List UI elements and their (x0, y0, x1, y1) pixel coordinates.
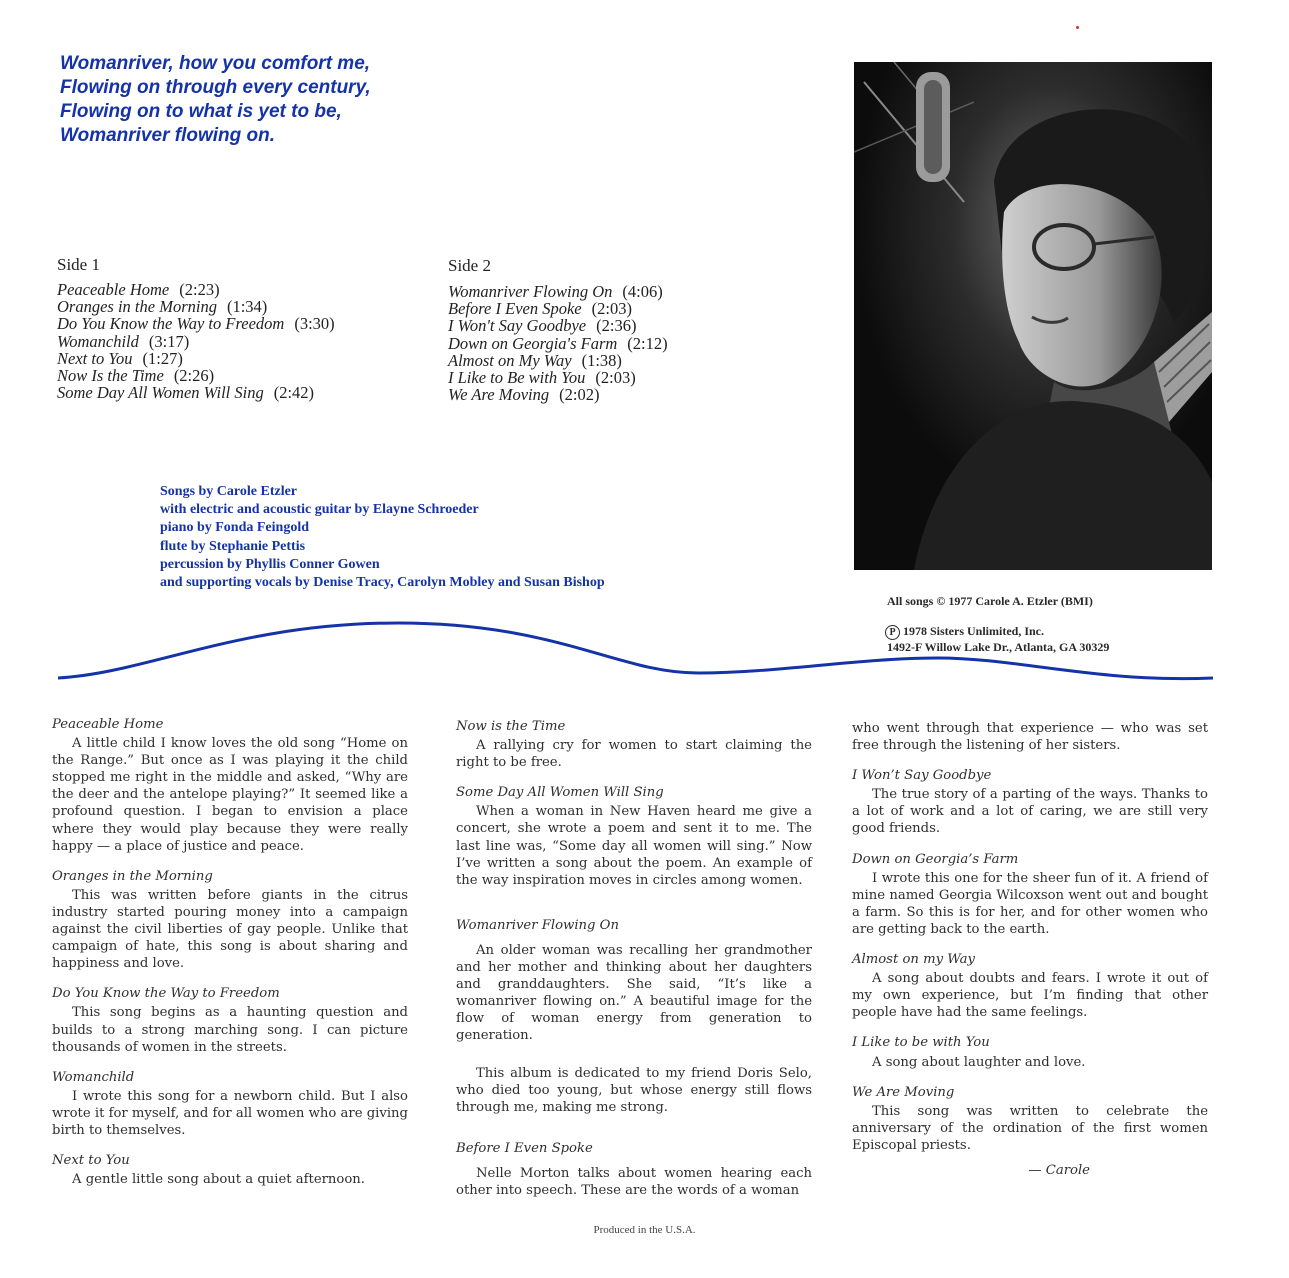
track-duration: (1:34) (226, 297, 268, 317)
note-text: A little child I know loves the old song “Home on the Range.” But once as I was playing it the child stopped me right in the middle and asked, “Why are the deer and the antelope playing?” It seemed like a profound question. I began to envision a place where they would play because they were really happy — a place of justice and peace. (52, 736, 408, 854)
track-title: Next to You (57, 348, 133, 368)
note-heading: Do You Know the Way to Freedom (52, 986, 280, 1002)
track-duration: (2:03) (595, 368, 636, 388)
side-2-tracklist (448, 283, 668, 403)
credit-line: piano by Fonda Feingold (160, 520, 309, 536)
note-text: A gentle little song about a quiet afternoon. (72, 1172, 365, 1188)
track-duration: (2:23) (179, 280, 220, 299)
label-name: 1978 Sisters Unlimited, Inc. (903, 624, 1044, 638)
note-section (852, 1034, 1208, 1070)
note-section (456, 917, 812, 1045)
artist-photo (854, 62, 1212, 570)
credits (160, 483, 605, 592)
track-duration: (2:02) (559, 385, 600, 405)
note-text: who went through that experience — who was set free through the listening of her sisters. (852, 721, 1208, 754)
note-section (456, 718, 812, 771)
note-text: Nelle Morton talks about women hearing each other into speech. These are the words of a woman (456, 1165, 812, 1198)
signature: — Carole (1028, 1162, 1090, 1178)
note-text: This song was written to celebrate the anniversary of the ordination of the first women Episcopal priests. (852, 1103, 1208, 1153)
note-text: An older woman was recalling her grandmother and her mother and thinking about her daughters and granddaughters. She said, “It’s like a womanriver flowing on.” A beautiful image for the flow of woman energy from generation to generation. (456, 942, 812, 1044)
wave-divider (58, 618, 1218, 698)
epigraph-line: Womanriver flowing on. (60, 125, 275, 146)
artist-photo-illustration (854, 62, 1212, 570)
note-section (52, 868, 408, 973)
track-title: Now Is the Time (57, 366, 164, 386)
track-title: Oranges in the Morning (57, 297, 217, 317)
note-heading: I Won’t Say Goodbye (852, 768, 992, 784)
note-text: This was written before giants in the citrus industry started pouring money into a campaign against the civil liberties of gay people. Unlike that campaign of hate, this song is about sharing and happiness and love. (52, 887, 408, 972)
note-section (52, 716, 408, 855)
dedication-text: This album is dedicated to my friend Doris Selo, who died too young, but whose energy still flows through me, making me strong. (456, 1065, 812, 1115)
note-heading: We Are Moving (852, 1084, 955, 1100)
note-section (852, 767, 1208, 837)
track-title: Before I Even Spoke (448, 299, 582, 319)
track-title: Do You Know the Way to Freedom (57, 314, 285, 334)
note-section (52, 1152, 408, 1188)
note-section (852, 851, 1208, 938)
label-address: 1492-F Willow Lake Dr., Atlanta, GA 30329 (887, 640, 1110, 654)
track-duration: (1:38) (581, 350, 622, 370)
songs-copyright: All songs © 1977 Carole A. Etzler (BMI) (887, 594, 1093, 608)
note-heading: Womanriver Flowing On (456, 917, 619, 933)
track-duration: (3:17) (148, 331, 190, 351)
track-duration: (2:12) (627, 333, 668, 353)
notes-column-2 (456, 718, 812, 1212)
credit-line: with electric and acoustic guitar by Elayne Schroeder (160, 502, 479, 518)
note-section (456, 1140, 812, 1199)
track-title: I Like to Be with You (448, 368, 586, 388)
track (57, 281, 335, 298)
track-duration: (2:26) (173, 366, 215, 386)
note-section (456, 784, 812, 889)
side-1-heading: Side 1 (57, 255, 100, 274)
side-1-tracklist (57, 281, 335, 401)
track-title: Down on Georgia's Farm (448, 333, 618, 353)
track (448, 335, 668, 352)
track (57, 298, 335, 315)
dedication (456, 1065, 812, 1116)
note-heading: I Like to be with You (852, 1035, 990, 1051)
note-section (852, 1084, 1208, 1154)
note-heading: Almost on my Way (852, 952, 975, 968)
note-heading: Now is the Time (456, 719, 566, 734)
track (57, 350, 335, 367)
track (57, 333, 335, 350)
track (448, 283, 668, 300)
track (57, 367, 335, 384)
footer: Produced in the U.S.A. (593, 1224, 696, 1236)
note-text: When a woman in New Haven heard me give a concert, she wrote a poem and sent it to me. The last line was, “Some day all women will sing.” Now I’ve written a song about the poem. An example of the way inspiration moves in circles among women. (456, 804, 812, 888)
note-text: This song begins as a haunting question and builds to a strong marching song. I can picture thousands of women in the streets. (52, 1005, 408, 1055)
track-title: Womanriver Flowing On (448, 282, 613, 301)
note-text: A song about laughter and love. (872, 1054, 1086, 1070)
track (448, 386, 668, 403)
note-continuation (852, 720, 1208, 754)
note-heading: Before I Even Spoke (456, 1140, 593, 1156)
note-text: The true story of a parting of the ways. Thanks to a lot of work and a lot of caring, we are still very good friends. (852, 787, 1208, 837)
epigraph-line: Flowing on to what is yet to be, (60, 101, 342, 122)
epigraph (60, 52, 540, 148)
notes-column-3 (852, 720, 1208, 1179)
track-duration: (4:06) (622, 282, 663, 301)
note-heading: Down on Georgia’s Farm (852, 851, 1019, 867)
track-duration: (3:30) (294, 314, 335, 334)
note-section (852, 951, 1208, 1021)
track (448, 369, 668, 386)
note-heading: Some Day All Women Will Sing (456, 785, 664, 801)
track-title: Almost on My Way (448, 350, 572, 370)
track-title: I Won't Say Goodbye (448, 316, 587, 336)
note-heading: Oranges in the Morning (52, 868, 213, 884)
note-section (52, 1069, 408, 1139)
track (448, 300, 668, 317)
epigraph-line: Flowing on through every century, (60, 77, 371, 98)
track-duration: (2:42) (273, 383, 315, 403)
credit-line: percussion by Phyllis Conner Gowen (160, 556, 380, 572)
track-duration: (1:27) (142, 348, 183, 368)
track-title: Womanchild (57, 331, 139, 351)
notes-column-1 (52, 716, 408, 1201)
note-heading: Peaceable Home (52, 717, 164, 732)
track (448, 352, 668, 369)
track-title: Some Day All Women Will Sing (57, 383, 264, 403)
credit-line: Songs by Carole Etzler (160, 484, 298, 499)
note-text: I wrote this one for the sheer fun of it. A friend of mine named Georgia Wilcoxson went out and bought a farm. So this is for her, and for other women who are getting back to the earth. (852, 870, 1208, 937)
track-title: Peaceable Home (57, 280, 170, 299)
track-duration: (2:03) (591, 299, 632, 319)
side-2-heading: Side 2 (448, 256, 491, 275)
note-text: A song about doubts and fears. I wrote it out of my own experience, but I’m finding that other people have had the same feelings. (852, 971, 1208, 1021)
track-title: We Are Moving (448, 385, 550, 405)
credit-line: flute by Stephanie Pettis (160, 538, 306, 554)
epigraph-line: Womanriver, how you comfort me, (60, 53, 371, 74)
note-section (52, 985, 408, 1055)
note-text: A rallying cry for women to start claiming the right to be free. (456, 738, 812, 771)
corner-mark (1076, 26, 1079, 29)
track (57, 384, 335, 401)
note-text: I wrote this song for a newborn child. But I also wrote it for myself, and for all women who are giving birth to themselves. (52, 1088, 408, 1138)
track (57, 315, 335, 332)
credit-line: and supporting vocals by Denise Tracy, Carolyn Mobley and Susan Bishop (160, 575, 605, 591)
note-heading: Next to You (52, 1153, 130, 1169)
track-duration: (2:36) (596, 316, 637, 336)
track (448, 317, 668, 334)
note-heading: Womanchild (52, 1069, 135, 1085)
phonogram-icon: P (885, 625, 900, 640)
